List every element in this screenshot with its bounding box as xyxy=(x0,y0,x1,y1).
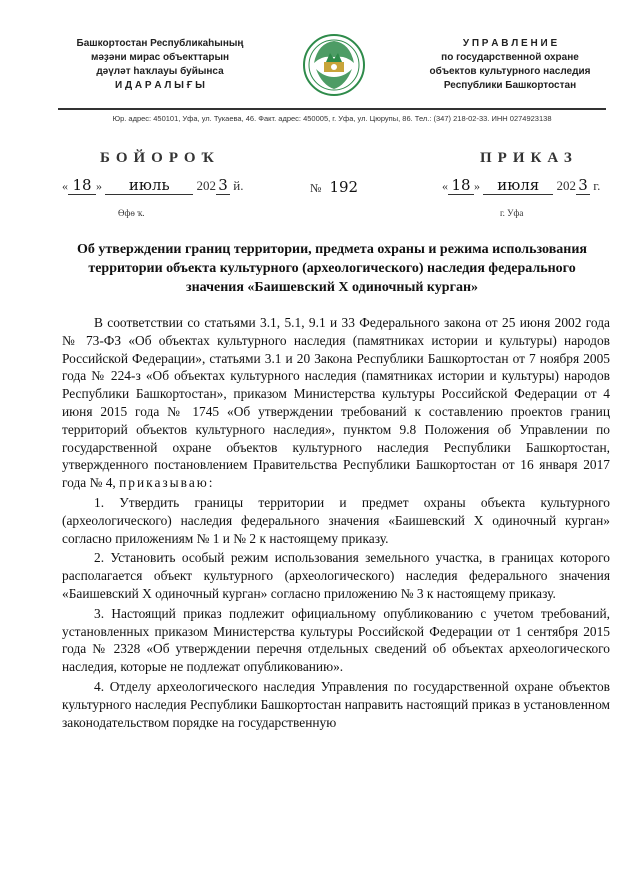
header-right-line4: Республики Башкортостан xyxy=(443,80,577,91)
date-month: июля xyxy=(483,176,553,195)
date-year-prefix: 202 xyxy=(556,178,576,193)
number-sign: № xyxy=(310,181,322,195)
order-subject: Об утверждении границ территории, предмета охраны и режима использования территории объекта культурного (археологического) наследия федерального значения «Баишевский Х одиночный курган» xyxy=(77,242,587,295)
number-value: 192 xyxy=(329,178,359,196)
date-day: 18 xyxy=(448,176,474,195)
header-right-block xyxy=(410,37,610,93)
header-left-line4: И Д А Р А Л Ы Ғ Ы xyxy=(115,80,205,91)
header-left-block xyxy=(60,37,260,93)
clause-1: 1. Утвердить границы территории и предмет охраны объекта культурного (археологического) наследия федерального значения «Баишевский Х одиночный курган» согласно приложениям № 1 и № 2 к настоящему приказу. xyxy=(62,494,610,546)
date-day: 18 xyxy=(68,176,96,195)
order-body xyxy=(62,314,610,731)
date-year-digit: 3 xyxy=(576,176,590,195)
order-number xyxy=(310,178,358,196)
place-bashkir: Өфө ҡ. xyxy=(118,208,145,218)
place-russian: г. Уфа xyxy=(500,208,524,218)
date-year-digit: 3 xyxy=(216,176,230,195)
date-suffix: г. xyxy=(593,178,601,193)
date-month: июль xyxy=(105,176,193,195)
date-close-quote: » xyxy=(96,179,102,193)
header-divider xyxy=(58,108,606,110)
header-left-line2: мәҙәни мирас объекттарын xyxy=(90,52,230,63)
order-title-russian: ПРИКАЗ xyxy=(480,150,578,166)
header-left-line1: Башкортостан Республикаһының xyxy=(76,38,244,49)
date-close-quote: » xyxy=(474,179,480,193)
header-right-line3: объектов культурного наследия xyxy=(429,66,591,77)
order-date-russian xyxy=(442,176,600,195)
order-directive: приказываю: xyxy=(119,475,215,491)
date-year-prefix: 202 xyxy=(196,178,216,193)
date-open-quote: « xyxy=(62,179,68,193)
clause-2: 2. Установить особый режим использования земельного участка, в границах которого располагается объект культурного (археологического) наследия федерального значения «Баишевский Х одиночный курган» согласно приложению № 3 к настоящему приказу. xyxy=(62,550,610,601)
date-suffix: й. xyxy=(233,178,244,193)
order-title-bashkir: БОЙОРОҠ xyxy=(100,150,220,166)
header-right-line1: У П Р А В Л Е Н И Е xyxy=(462,38,558,49)
address-line: Юр. адрес: 450101, Уфа, ул. Тукаева, 46. Факт. адрес: 450005, г. Уфа, ул. Цюрупы, 86. Тел.: (347) 218-02-33. ИНН 0274923138 xyxy=(112,114,552,123)
clause-3: 3. Настоящий приказ подлежит официальному опубликованию с учетом требований, установленных приказом Министерства культуры Российской Федерации от 1 сентября 2015 года № 2328 «Об утверждении перечня отдельных сведений об объектах археологического наследия, которые не подлежат опубликованию». xyxy=(62,605,610,675)
header-right-line2: по государственной охране xyxy=(441,52,579,63)
preamble-text: В соответствии со статьями 3.1, 5.1, 9.1 и 33 Федерального закона от 25 июня 2002 года № 73-ФЗ «Об объектах культурного наследия (памятниках истории и культуры) народов Российской Федерации», статьями 3.1 и 20 Закона Республики Башкортостан от 7 ноября 2005 года № 224-з «Об объектах культурного наследия (памятниках истории и культуры) народов Республики Башкортостан», приказом Министерства культуры Российской Федерации от 4 июня 2015 года № 1745 «Об утверждении требований к составлению проектов границ территорий объектов культурного наследия», пунктом 9.8 Положения об Управлении по государственной охране объектов культурного наследия Республики Башкортостан, утвержденного постановлением Правительства Республики Башкортостан от 16 января 2017 года № 4, xyxy=(62,315,610,491)
header-left-line3: дәүләт һаҡлауы буйынса xyxy=(96,66,224,77)
preamble-paragraph xyxy=(62,314,610,492)
date-open-quote: « xyxy=(442,179,448,193)
order-date-bashkir xyxy=(62,176,243,195)
bashkortostan-emblem-icon xyxy=(302,33,366,97)
clause-4: 4. Отделу археологического наследия Управления по государственной охране объектов культурного наследия Республики Башкортостан направить настоящий приказ в установленном законодательством порядке на государственную xyxy=(62,678,610,730)
